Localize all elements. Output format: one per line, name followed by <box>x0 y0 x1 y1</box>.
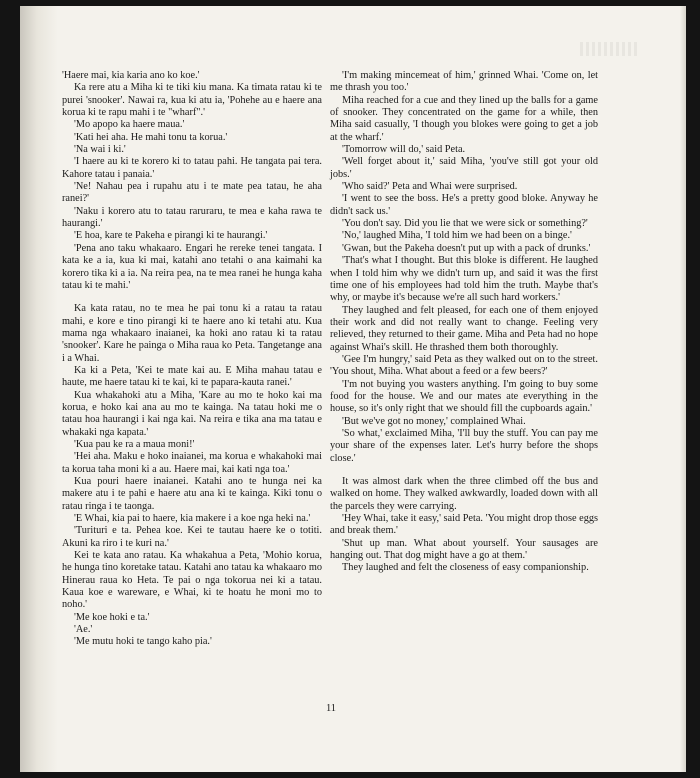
paragraph: 'I'm not buying you wasters anything. I'm going to buy some food for the house. We and our mates ate everything in the house, so it's only right that we should fill the cupboards again.' <box>330 378 598 415</box>
paragraph: 'Gee I'm hungry,' said Peta as they walked out on to the street. 'You shout, Miha. What about a feed or a few beers?' <box>330 353 598 378</box>
paragraph: 'But we've got no money,' complained Whai. <box>342 415 526 427</box>
paragraph: 'Shut up man. What about yourself. Your sausages are hanging out. That dog might have a go at them.' <box>330 537 598 562</box>
paragraph: 'So what,' exclaimed Miha, 'I'll buy the stuff. You can pay me your share of the expenses later. Let's hurry before the shops close.' <box>330 427 598 464</box>
paragraph: 'Who said?' Peta and Whai were surprised. <box>342 181 518 193</box>
paragraph: Kei te kata ano ratau. Ka whakahua a Peta, 'Mohio korua, he hunga tino koretake tatau. Katahi ano tatau ka whakaaro mo Hinerau raua ko Heta. Te pai o nga tokorua nei ki a tatau. Kaua koe e wareware, e Whai, ki te hoatu he moni mo to noho.' <box>62 550 322 611</box>
paragraph: 'Tomorrow will do,' said Peta. <box>342 144 466 156</box>
paragraph: 'E hoa, kare te Pakeha e pirangi ki te haurangi.' <box>74 230 268 242</box>
paragraph: 'I'm making mincemeat of him,' grinned Whai. 'Come on, let me thrash you too.' <box>330 70 598 94</box>
paragraph: Miha reached for a cue and they lined up the balls for a game of snooker. They concentrated on the game for a while, then Miha said casually, 'I though you blokes were going to get a job at the wharf.' <box>330 94 598 143</box>
paragraph: It was almost dark when the three climbed off the bus and walked on home. They walked awkwardly, loaded down with all the parcels they were carrying. <box>330 476 598 512</box>
paragraph: 'Kati hei aha. He mahi tonu ta korua.' <box>74 131 228 143</box>
show-through-text <box>580 42 640 56</box>
paragraph: Ka ki a Peta, 'Kei te mate kai au. E Miha mahau tatau e haute, me haere tatau ki te kai, ki te papara-kauta ranei.' <box>62 364 322 389</box>
paragraph: 'I haere au ki te korero ki to tatau pahi. He tangata pai tera. Kahore tatau i panaia.' <box>62 156 322 180</box>
paragraph: 'Mo apopo ka haere maua.' <box>74 119 185 131</box>
page-number: 11 <box>325 703 337 714</box>
paragraph: Ka kata ratau, no te mea he pai tonu ki a ratau ta ratau mahi, e kore e tino pirangi ki te haere ano ki tetahi atu. Kua mama nga whakaaro inaianei, ka hoki ano ratau ki ta ratau 'snooker'. Kare he painga o Miha raua ko Peta. Tangetange ana i a Whai. <box>62 303 322 364</box>
paragraph: 'Hey Whai, take it easy,' said Peta. 'You might drop those eggs and break them.' <box>330 513 598 537</box>
paragraph: They laughed and felt pleased, for each one of them enjoyed their work and did not really want to change. Feeling very relieved, they returned to their game. Miha and Peta had no hope against Whai's skill. He thrashed them both thoroughly. <box>330 304 598 353</box>
paragraph: 'Haere mai, kia karia ano ko koe.' <box>62 70 200 81</box>
paragraph: 'No,' laughed Miha, 'I told him we had been on a binge.' <box>342 230 572 242</box>
paragraph: 'Well forget about it,' said Miha, 'you've still got your old jobs.' <box>330 156 598 180</box>
paragraph: 'Ne! Nahau pea i rupahu atu i te mate pea tatau, he aha ranei?' <box>62 181 322 205</box>
english-text-column <box>330 70 598 575</box>
paragraph: 'Naku i korero atu to tatau raruraru, te mea e kaha rawa te haurangi.' <box>62 205 322 230</box>
paragraph: They laughed and felt the closeness of easy companionship. <box>342 562 589 574</box>
paragraph: 'Me mutu hoki te tango kaho pia.' <box>74 636 212 648</box>
paragraph: 'I went to see the boss. He's a pretty good bloke. Anyway he didn't sack us.' <box>330 193 598 217</box>
paragraph: Kua whakahoki atu a Miha, 'Kare au mo te hoko kai ma korua, e hoko kai ana au mo te kainga. Na tatau hoki me o tatau hoa haurangi i kai nga kai. Na reira e tika ana ma tatau e whakaki nga kapata.' <box>62 389 322 438</box>
paragraph: 'Hei aha. Maku e hoko inaianei, ma korua e whakahoki mai ta korua taha moni ki a au. Haere mai, kai kati nga toa.' <box>62 451 322 475</box>
paragraph: Ka rere atu a Miha ki te tiki kiu mana. Ka timata ratau ki te purei 'snooker'. Nawai ra, kua ki atu ia, 'Pohehe au e haere ana korua ki te rapu mahi i te "wharf".' <box>62 82 322 119</box>
paragraph: 'E Whai, kia pai to haere, kia makere i a koe nga heki na.' <box>74 513 311 525</box>
paragraph: 'You don't say. Did you lie that we were sick or something?' <box>342 218 588 230</box>
page-edge-shadow <box>680 6 686 772</box>
paragraph: 'Na wai i ki.' <box>74 144 126 156</box>
paragraph: Kua pouri haere inaianei. Katahi ano te hunga nei ka makere atu i te pahi e haere atu ana ki te kainga. Kiki tonu o ratau ringa i te taonga. <box>62 476 322 512</box>
paragraph: 'Kua pau ke ra a maua moni!' <box>74 438 195 450</box>
paragraph: 'Ae.' <box>74 624 93 636</box>
maori-text-column <box>62 70 322 649</box>
page-gutter-shadow <box>20 6 58 772</box>
book-page <box>20 6 686 772</box>
paragraph: 'Pena ano taku whakaaro. Engari he rereke tenei tangata. I kata ke a ia, kua ki mai, katahi ano tetahi o ana kaimahi ka korero tika ki a ia. Na reira pea, na te mea ranei he hunga kaha tatau ki te mahi.' <box>62 242 322 291</box>
paragraph: 'That's what I thought. But this bloke is different. He laughed when I told him why we didn't turn up, and said it was the first time one of his employees had told him the truth. Maybe that's why, or maybe it's because we're all such hard workers.' <box>330 255 598 304</box>
paragraph: 'Gwan, but the Pakeha doesn't put up with a pack of drunks.' <box>342 242 591 254</box>
paragraph: 'Me koe hoki e ta.' <box>74 611 150 623</box>
paragraph: 'Turituri e ta. Pehea koe. Kei te tautau haere ke o totiti. Akuni ka riro i te kuri na.' <box>62 525 322 549</box>
